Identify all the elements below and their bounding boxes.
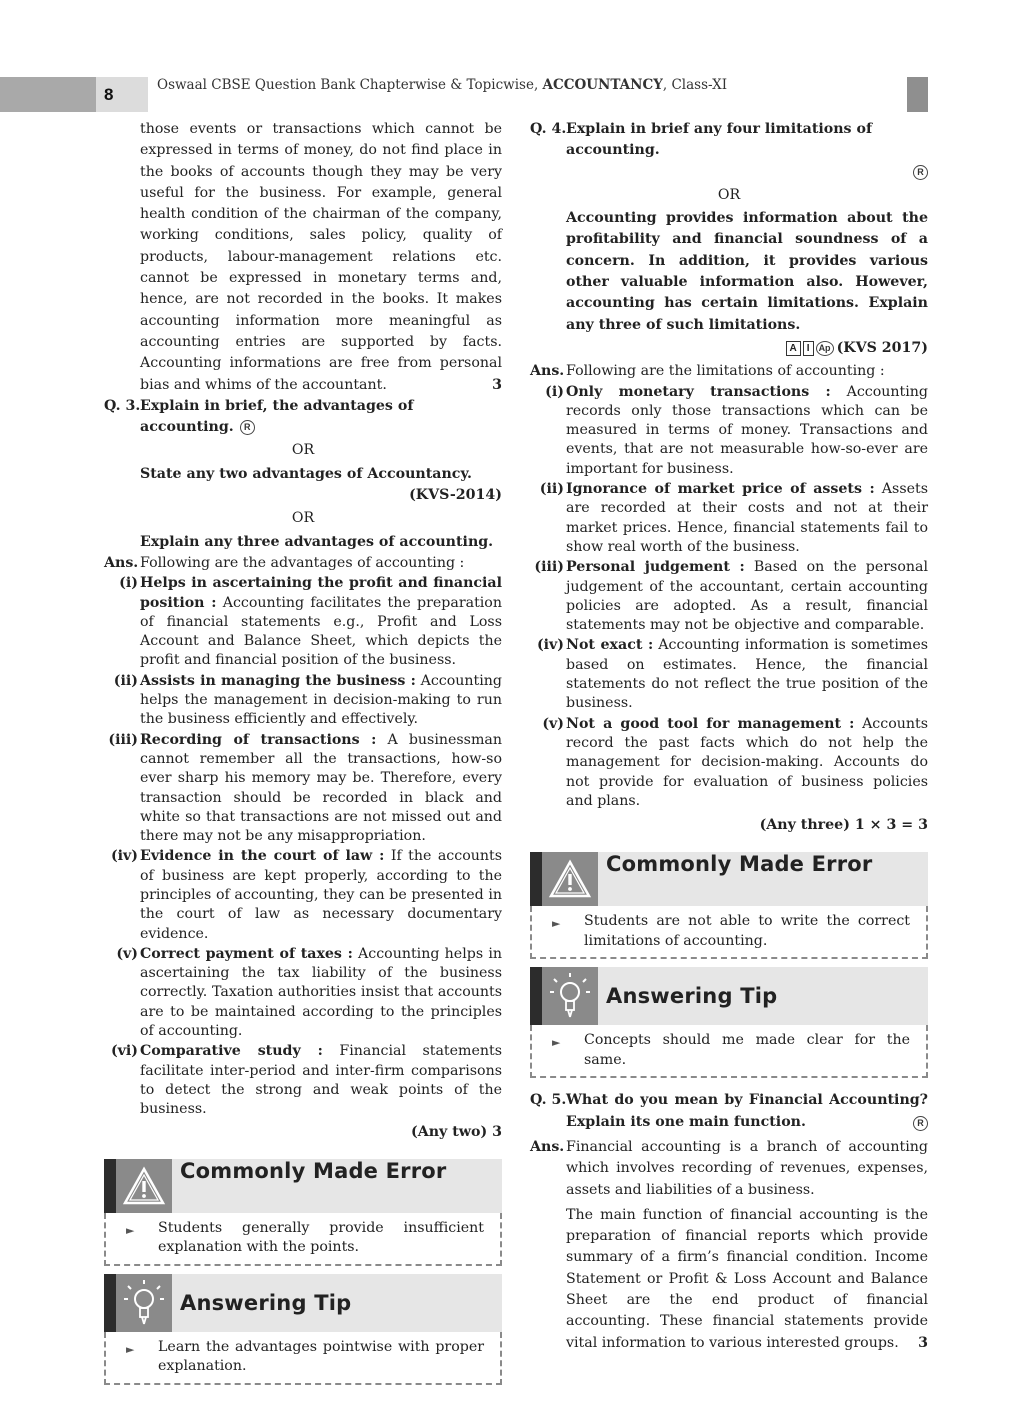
intro-paragraph xyxy=(104,119,502,396)
warning-icon xyxy=(116,1159,172,1213)
q3-alt2-text: Explain any three advantages of accounting. xyxy=(140,533,494,550)
tag-i: I xyxy=(803,341,814,356)
box-body xyxy=(530,906,928,959)
box-header xyxy=(104,1274,502,1332)
right-column xyxy=(530,119,928,1354)
q3-label: Q. 3. xyxy=(104,397,141,414)
lightbulb-icon xyxy=(116,1274,172,1332)
answer-4 xyxy=(530,361,928,382)
item-text: Financial statements facilitate inter-period and inter-firm comparisons to detect the strong and weak points of the business. xyxy=(140,1043,502,1118)
error-text: Students are not able to write the correct limitations of accounting. xyxy=(584,913,910,949)
bullet-icon: ► xyxy=(552,1036,561,1050)
item-heading: Only monetary transactions : xyxy=(566,383,831,400)
ans-intro: Following are the limitations of accounting : xyxy=(566,363,885,380)
box-header xyxy=(530,852,928,906)
box-title: Answering Tip xyxy=(606,984,778,1009)
ans5-para-1: Financial accounting is a branch of accounting which involves recording of revenues, expenses, assets and liabilities of a business. xyxy=(566,1138,928,1198)
box-title: Commonly Made Error xyxy=(606,852,873,877)
item-heading: Comparative study : xyxy=(140,1043,323,1060)
marks-label: (Any two) 3 xyxy=(411,1123,502,1140)
question-3 xyxy=(104,396,502,439)
answer-5 xyxy=(530,1137,928,1201)
list-item xyxy=(104,945,502,1041)
box-accent xyxy=(104,1274,116,1332)
item-number: (ii) xyxy=(113,672,138,689)
q3-source: (KVS-2014) xyxy=(409,487,502,504)
bullet-icon: ► xyxy=(126,1342,135,1356)
or-separator: OR xyxy=(717,186,741,203)
list-item xyxy=(530,480,928,557)
q3-alt2 xyxy=(104,532,502,553)
item-heading: Not a good tool for management : xyxy=(566,715,855,732)
warning-icon xyxy=(542,852,598,906)
header-left-bar xyxy=(0,77,96,112)
item-number: (v) xyxy=(116,945,138,962)
item-number: (i) xyxy=(545,383,564,400)
tag-a: A xyxy=(786,341,801,356)
item-text: Accounting facilitates the preparation of financial statements e.g., Profit and Loss Account and Balance Sheet, which depicts the profit and financial position of the business. xyxy=(140,594,502,669)
title-prefix: Oswaal CBSE Question Bank Chapterwise & Topicwise, xyxy=(157,77,543,93)
item-text: Accounting records only those transactions which can be measured in terms of money. Transactions and events, that are not measurable how-so-ever are important for business. xyxy=(566,383,928,477)
limitations-list xyxy=(530,383,928,812)
item-text: Accounts record the past facts which do not help the management for decision-making. Accounts do not provide for evaluation of business policies and plans. xyxy=(566,715,928,809)
item-text: If the accounts of business are kept properly, according to the principles of accounting, they can be presented in the court of law as necessary documentary evidence. xyxy=(140,848,502,942)
item-number: (vi) xyxy=(110,1043,138,1060)
item-text: Based on the personal judgement of the accountant, certain accounting policies are adopted. As a result, financial statements may not be objective and comparable. xyxy=(566,559,928,634)
question-4 xyxy=(530,119,928,162)
question-5 xyxy=(530,1090,928,1133)
item-number: (iii) xyxy=(108,731,138,748)
lightbulb-icon xyxy=(542,967,598,1025)
remember-icon: R xyxy=(913,165,928,180)
bullet-icon: ► xyxy=(552,917,561,931)
ans5-para-2-wrap xyxy=(530,1205,928,1354)
bullet-icon: ► xyxy=(126,1223,135,1237)
item-text: Accounting information is sometimes based on estimates. Hence, the financial statements do not reflect the true position of the business. xyxy=(566,637,928,712)
q4-alt-text: Accounting provides information about the profitability and financial soundness of a concern. In addition, it provides various other valuable information also. However, accounting has certain limitations. Explain any three of such limitations. xyxy=(566,210,928,333)
commonly-made-error-box xyxy=(104,1159,502,1266)
ans5-marks: 3 xyxy=(918,1334,928,1351)
header-right-bar xyxy=(907,77,928,112)
remember-icon: R xyxy=(913,1116,928,1131)
page-number: 8 xyxy=(96,77,148,112)
error-text: Students generally provide insufficient explanation with the points. xyxy=(158,1219,484,1256)
or-separator: OR xyxy=(291,442,315,459)
intro-marks: 3 xyxy=(492,376,502,393)
box-body xyxy=(104,1332,502,1385)
item-heading: Evidence in the court of law : xyxy=(140,848,385,865)
box-body xyxy=(104,1213,502,1266)
list-item xyxy=(530,558,928,635)
list-item xyxy=(104,847,502,943)
item-heading: Ignorance of market price of assets : xyxy=(566,481,875,498)
item-text: Assets are recorded at their costs and not at their market prices. Hence, financial statements fail to show real worth of the business. xyxy=(566,481,928,555)
q4-remember xyxy=(530,162,928,183)
list-item xyxy=(104,1042,502,1119)
ans-label: Ans. xyxy=(530,1138,565,1155)
q5-label: Q. 5. xyxy=(530,1092,567,1109)
q3-alt1-text: State any two advantages of Accountancy. xyxy=(140,465,472,482)
intro-text: those events or transactions which cannot be expressed in terms of money, do not find place in the books of accounts though they may be very useful for the business. For example, general health condition of the chairman of the company, working conditions, sales policy, quality of products, labour-management relations etc. cannot be expressed in monetary terms and, hence, are not recorded in the books. It makes accounting information more meaningful as accounting entries are supported by facts. Accounting informations are free from personal bias and whims of the accountant. xyxy=(140,121,502,393)
list-item xyxy=(104,672,502,730)
item-heading: Recording of transactions : xyxy=(140,731,377,748)
q4-source-row xyxy=(530,338,928,359)
title-subject: ACCOUNTANCY xyxy=(542,77,663,93)
box-title: Commonly Made Error xyxy=(180,1158,447,1183)
answering-tip-box xyxy=(104,1274,502,1385)
q4-alt xyxy=(530,208,928,336)
tip-text: Learn the advantages pointwise with proper explanation. xyxy=(158,1338,484,1375)
q4-source: (KVS 2017) xyxy=(836,339,928,356)
commonly-made-error-box xyxy=(530,852,928,959)
item-heading: Correct payment of taxes : xyxy=(140,945,353,962)
tip-text: Concepts should me made clear for the same. xyxy=(584,1032,910,1068)
item-number: (iii) xyxy=(534,559,564,576)
ans5-para-2: The main function of financial accounting is the preparation of financial reports which provide summary of a firm’s financial condition. Income Statement or Profit & Loss Account and Balance Sheet are the end product of financial accounting. These financial statements provide vital information to various interested groups. xyxy=(566,1206,928,1351)
ans-label: Ans. xyxy=(530,363,565,380)
item-number: (i) xyxy=(119,575,138,592)
item-heading: Helps in ascertaining the profit and financial position : xyxy=(140,575,502,611)
left-column xyxy=(104,119,502,1385)
advantages-list xyxy=(104,574,502,1119)
list-item xyxy=(530,636,928,713)
box-header xyxy=(104,1159,502,1213)
q4-label: Q. 4. xyxy=(530,121,567,137)
title-suffix: , Class-XI xyxy=(662,77,728,93)
item-number: (v) xyxy=(542,715,564,732)
list-item xyxy=(104,574,502,670)
q5-text: What do you mean by Financial Accounting? Explain its one main function. xyxy=(566,1092,928,1130)
box-header xyxy=(530,967,928,1025)
list-item xyxy=(530,383,928,479)
remember-icon: R xyxy=(240,420,255,435)
list-item xyxy=(104,731,502,847)
box-title: Answering Tip xyxy=(180,1290,352,1315)
item-number: (ii) xyxy=(539,481,564,498)
answer-3 xyxy=(104,553,502,574)
item-heading: Assists in managing the business : xyxy=(140,672,416,689)
page-header xyxy=(0,77,1024,112)
running-title xyxy=(157,77,727,112)
answering-tip-box xyxy=(530,967,928,1078)
item-number: (iv) xyxy=(536,637,564,654)
item-heading: Personal judgement : xyxy=(566,559,745,576)
ans-intro: Following are the advantages of accounting : xyxy=(140,554,465,571)
q4-text: Explain in brief any four limitations of accounting. xyxy=(566,121,873,159)
item-text: A businessman cannot remember all the transactions, how-so ever sharp his memory may be. Therefore, every transaction should be recorded in black and white so that transactions are not missed out and there may not be any misappropriation. xyxy=(140,731,503,845)
box-body xyxy=(530,1025,928,1078)
item-text: Accounting helps in ascertaining the tax liability of the business correctly. Taxation authorities insist that accounts are to be maintained according to the principles of accounting. xyxy=(140,945,502,1040)
q3-alt1 xyxy=(104,464,502,485)
item-text: Accounting helps the management in decision-making to run the business efficiently and effectively. xyxy=(140,672,503,728)
item-number: (iv) xyxy=(110,848,138,865)
box-accent xyxy=(530,852,542,906)
item-heading: Not exact : xyxy=(566,637,654,654)
marks-label: (Any three) 1 × 3 = 3 xyxy=(759,817,928,834)
ans-label: Ans. xyxy=(104,554,139,571)
apply-icon: Ap xyxy=(816,341,834,356)
list-item xyxy=(530,715,928,811)
box-accent xyxy=(530,967,542,1025)
box-accent xyxy=(104,1159,116,1213)
q3-text: Explain in brief, the advantages of accounting. xyxy=(140,397,414,436)
or-separator: OR xyxy=(291,510,315,527)
